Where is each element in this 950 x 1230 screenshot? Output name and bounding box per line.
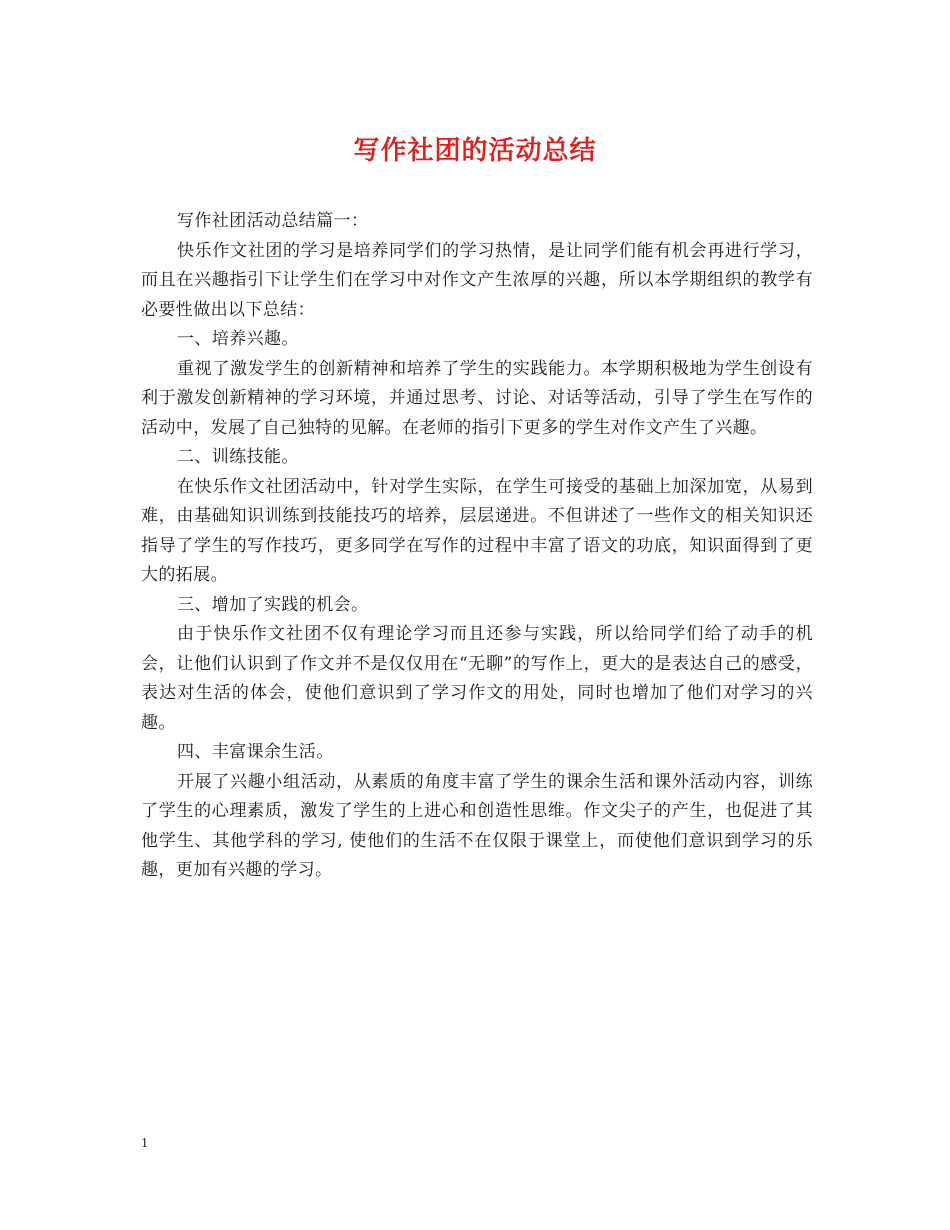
section-heading-3: 三、增加了实践的机会。 xyxy=(177,594,369,615)
section-heading-4: 四、丰富课余生活。 xyxy=(177,742,334,762)
section-body-3: 由于快乐作文社团不仅有理论学习而且还参与实践，所以给同学们给了动手的机会，让他们认识到了作文并不是仅仅用在“无聊”的写作上，更大的是表达自己的感受，表达对生活的体会，使他们意识到了学习作文的用处，同时也增加了他们对学习的兴趣。 xyxy=(141,624,813,733)
paragraph-intro: 快乐作文社团的学习是培养同学们的学习热情，是让同学们能有机会再进行学习，而且在兴趣指引下让学生们在学习中对作文产生浓厚的兴趣，所以本学期组织的教学有必要性做出以下总结： xyxy=(141,240,813,320)
document-body xyxy=(141,207,813,886)
section-body-1: 重视了激发学生的创新精神和培养了学生的实践能力。本学期积极地为学生创设有利于激发创新精神的学习环境，并通过思考、讨论、对话等活动，引导了学生在写作的活动中，发展了自己独特的见解。在老师的指引下更多的学生对作文产生了兴趣。 xyxy=(141,358,813,438)
document-title: 写作社团的活动总结 xyxy=(353,136,597,166)
paragraph-heading-part-one: 写作社团活动总结篇一： xyxy=(177,211,369,231)
section-body-4: 开展了兴趣小组活动，从素质的角度丰富了学生的课余生活和课外活动内容，训练了学生的心理素质，激发了学生的上进心和创造性思维。作文尖子的产生，也促进了其他学生、其他学科的学习, 使他们的生活不在仅限于课堂上，而使他们意识到学习的乐趣，更加有兴趣的学习。 xyxy=(141,771,813,880)
section-heading-1: 一、培养兴趣。 xyxy=(177,329,299,349)
page-number: 1 xyxy=(141,1136,148,1151)
section-body-2: 在快乐作文社团活动中，针对学生实际，在学生可接受的基础上加深加宽，从易到难，由基础知识训练到技能技巧的培养，层层递进。不但讲述了一些作文的相关知识还指导了学生的写作技巧，更多同学在写作的过程中丰富了语文的功底，知识面得到了更大的拓展。 xyxy=(141,476,813,585)
section-heading-2: 二、训练技能。 xyxy=(177,447,299,467)
